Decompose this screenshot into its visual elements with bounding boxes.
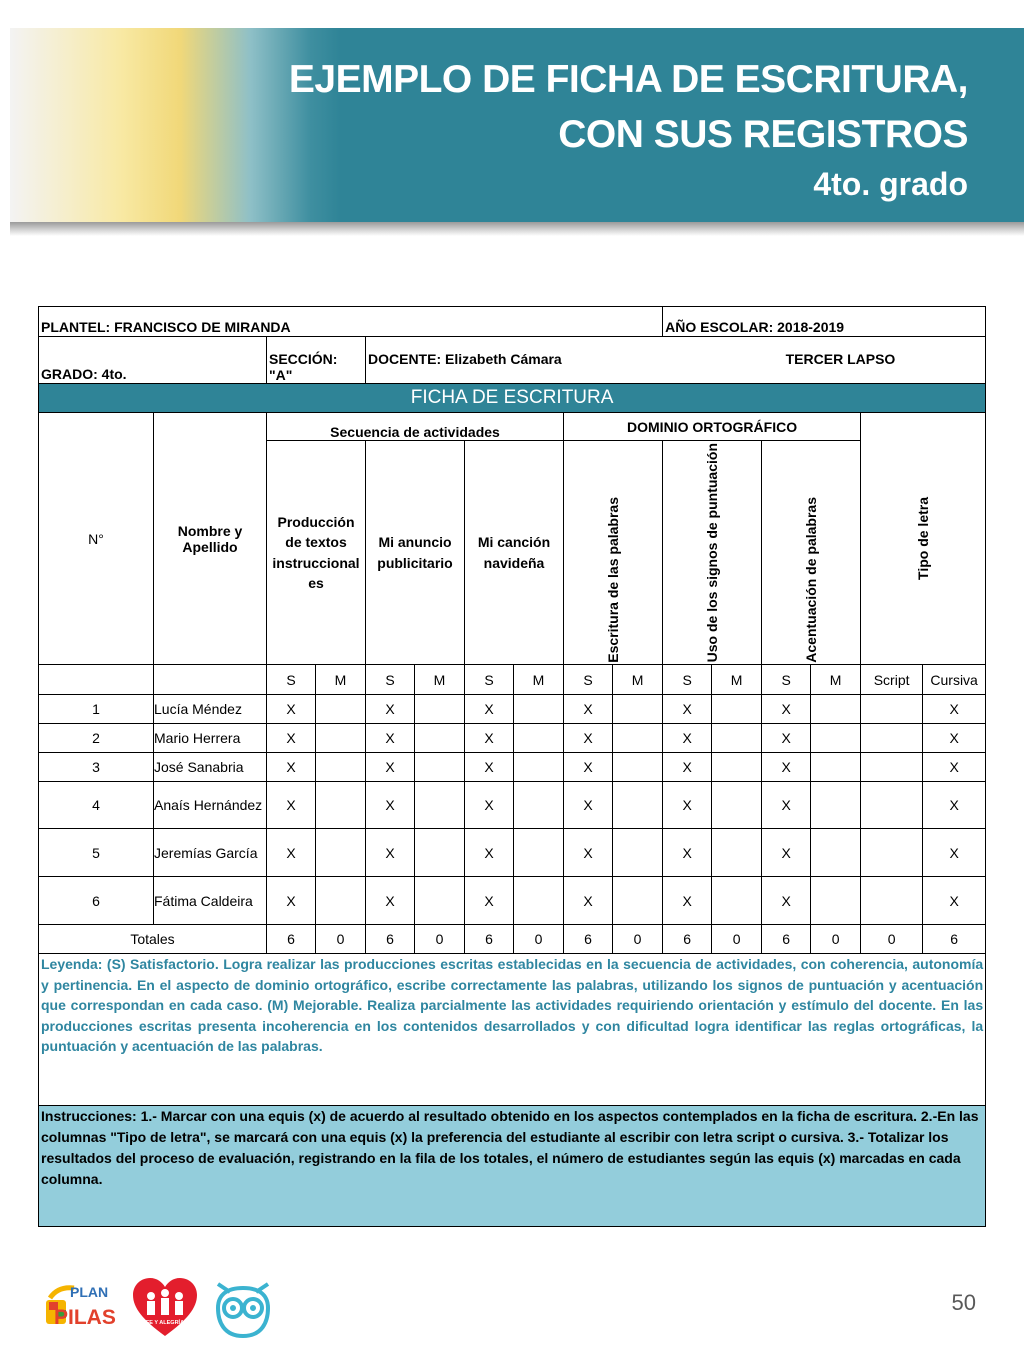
total-cell: 0 [316,925,366,954]
student-rows [39,695,986,925]
mark-cell [811,782,861,829]
mark-cell [316,782,366,829]
table-row [39,695,986,724]
mark-cell: X [663,829,712,877]
table-row [39,877,986,925]
logo-fe-text: FE Y ALEGRÍA [145,1320,185,1326]
mark-cell [316,695,366,724]
sub-label: M [613,665,663,695]
mark-cell [415,782,465,829]
mark-cell: X [366,782,415,829]
mark-cell: X [564,753,613,782]
orthography-header-2 [663,441,762,665]
page-title-line-1: EJEMPLO DE FICHA DE ESCRITURA, [288,58,968,101]
student-number: 2 [39,724,154,753]
mark-cell: X [923,782,986,829]
mark-cell: X [366,877,415,925]
mark-cell: X [465,753,514,782]
mark-cell: X [366,695,415,724]
mark-cell: X [762,753,811,782]
student-name: Anaís Hernández [154,782,267,829]
student-name: Jeremías García [154,829,267,877]
fe-y-alegria-logo [133,1278,197,1338]
mark-cell [316,753,366,782]
sub-label: Script [861,665,923,695]
teacher-cell: DOCENTE: Elizabeth Cámara [366,337,762,384]
mark-cell [514,829,564,877]
mark-cell: X [465,877,514,925]
mark-cell [861,829,923,877]
mark-cell [415,695,465,724]
section-cell: SECCIÓN: "A" [267,337,366,384]
mark-cell: X [267,724,316,753]
mark-cell: X [465,782,514,829]
mark-cell [861,753,923,782]
activity-header-2: Mi anuncio publicitario [366,441,465,665]
table-body [39,307,986,695]
mark-cell [712,829,762,877]
sub-label: S [465,665,514,695]
sub-label: S [762,665,811,695]
mark-cell: X [923,877,986,925]
mark-cell [415,753,465,782]
mark-cell: X [267,753,316,782]
mark-cell: X [564,724,613,753]
sub-label: S [366,665,415,695]
total-cell: 6 [366,925,415,954]
writing-record-table [38,306,986,1227]
total-cell: 0 [811,925,861,954]
mark-cell [811,724,861,753]
orthography-label-3: Acentuación de palabras [802,496,819,663]
orthography-header-3 [762,441,861,665]
mark-cell: X [366,724,415,753]
activity-header-3: Mi canción navideña [465,441,564,665]
mark-cell: X [663,695,712,724]
table-row [39,724,986,753]
student-name: Fátima Caldeira [154,877,267,925]
mark-cell: X [465,724,514,753]
mark-cell [613,829,663,877]
student-number: 4 [39,782,154,829]
student-number: 5 [39,829,154,877]
mark-cell: X [267,877,316,925]
mark-cell [712,695,762,724]
mark-cell: X [366,829,415,877]
student-name: Mario Herrera [154,724,267,753]
mark-cell [861,724,923,753]
term-cell: TERCER LAPSO [762,337,986,384]
mark-cell [811,695,861,724]
table-row [39,829,986,877]
mark-cell [613,695,663,724]
mark-cell [811,877,861,925]
mark-cell: X [923,695,986,724]
mark-cell [415,724,465,753]
mark-cell [811,753,861,782]
instructions-text: Instrucciones: 1.- Marcar con una equis (x) de acuerdo al resultado obtenido en los aspectos contemplados en la ficha de escritura. 2.-En las columnas "Tipo de letra", se marcará con una equis (x) la preferencia del estudiante al escribir con letra script o cursiva. 3.- Totalizar los resultados del proceso de evaluación, registrando en la fila de los totales, el número de estudiantes según las equis (x) marcadas en cada columna. [39,1106,986,1227]
owl-logo [214,1278,272,1338]
mark-cell [613,724,663,753]
mark-cell [613,782,663,829]
mark-cell [712,724,762,753]
mark-cell: X [267,829,316,877]
orthography-header-1 [564,441,663,665]
mark-cell: X [762,829,811,877]
totals-row [39,925,986,954]
mark-cell: X [923,753,986,782]
student-number: 6 [39,877,154,925]
letter-type-label: Tipo de letra [914,497,931,581]
mark-cell: X [762,782,811,829]
empty-cell [39,665,154,695]
sub-header-row [39,665,986,695]
mark-cell: X [564,695,613,724]
school-year-cell: AÑO ESCOLAR: 2018-2019 [663,307,986,337]
mark-cell: X [663,782,712,829]
mark-cell [861,877,923,925]
mark-cell [613,877,663,925]
col-header-orthography: DOMINIO ORTOGRÁFICO [564,413,861,441]
total-cell: 0 [514,925,564,954]
mark-cell: X [267,695,316,724]
plan-pilas-logo [44,1282,118,1332]
table-row [39,782,986,829]
mark-cell: X [762,695,811,724]
mark-cell [613,753,663,782]
mark-cell: X [564,877,613,925]
totals-label: Totales [39,925,267,954]
plantel-cell: PLANTEL: FRANCISCO DE MIRANDA [39,307,663,337]
student-number: 3 [39,753,154,782]
page-title-line-2: CON SUS REGISTROS [558,113,968,156]
mark-cell: X [762,877,811,925]
mark-cell [861,695,923,724]
mark-cell: X [923,829,986,877]
mark-cell: X [366,753,415,782]
mark-cell: X [564,829,613,877]
mark-cell [514,782,564,829]
page-subtitle-grade: 4to. grado [813,166,968,202]
mark-cell [861,782,923,829]
total-cell: 0 [712,925,762,954]
table-footer [39,925,986,1227]
sub-label: S [267,665,316,695]
sub-label: M [514,665,564,695]
col-header-letter-type [861,413,986,665]
mark-cell: X [663,877,712,925]
total-cell: 0 [415,925,465,954]
logo-pilas-text: PILAS [54,1306,116,1329]
mark-cell [415,877,465,925]
student-number: 1 [39,695,154,724]
logo-plan-text: PLAN [70,1284,109,1300]
total-cell: 6 [267,925,316,954]
sub-label: M [712,665,762,695]
mark-cell [514,695,564,724]
mark-cell [316,877,366,925]
grade-cell: GRADO: 4to. [39,337,267,384]
total-cell: 6 [465,925,514,954]
mark-cell [514,877,564,925]
total-cell: 6 [663,925,712,954]
col-header-name: Nombre y Apellido [154,413,267,665]
mark-cell [811,829,861,877]
mark-cell [712,782,762,829]
mark-cell: X [663,753,712,782]
sub-label: M [415,665,465,695]
page-number: 50 [951,1290,976,1315]
mark-cell: X [267,782,316,829]
student-name: Lucía Méndez [154,695,267,724]
total-cell: 6 [762,925,811,954]
legend-text: Leyenda: (S) Satisfactorio. Logra realizar las producciones escritas establecidas en la secuencia de actividades, con coherencia, autonomía y pertinencia. En el aspecto de dominio ortográfico, escribe correctamente las palabras, utilizando los signos de puntuación y acentuación que correspondan en cada caso. (M) Mejorable. Realiza parcialmente las actividades requiriendo orientación y estímulo del docente. En las producciones escritas presenta incoherencia en los contenidos desarrollados y con dificultad logra identificar las reglas ortográficas, la puntuación y acentuación de las palabras. [39,954,986,1106]
student-name: José Sanabria [154,753,267,782]
empty-cell [154,665,267,695]
mark-cell: X [762,724,811,753]
total-cell: 6 [923,925,986,954]
total-cell: 0 [861,925,923,954]
total-cell: 0 [613,925,663,954]
mark-cell: X [465,695,514,724]
orthography-label-2: Uso de los signos de puntuación [703,443,720,663]
mark-cell [316,829,366,877]
sheet-title-band: FICHA DE ESCRITURA [39,384,986,413]
orthography-label-1: Escritura de las palabras [604,496,621,663]
mark-cell [712,753,762,782]
activity-header-1: Producción de textos instruccional es [267,441,366,665]
mark-cell [316,724,366,753]
col-header-number: N° [39,413,154,665]
table-row [39,753,986,782]
banner-shadow [10,222,1024,236]
mark-cell [712,877,762,925]
mark-cell [514,753,564,782]
mark-cell: X [465,829,514,877]
col-header-sequence: Secuencia de actividades [267,413,564,441]
sub-label: S [663,665,712,695]
sub-label: M [316,665,366,695]
mark-cell [514,724,564,753]
total-cell: 6 [564,925,613,954]
mark-cell: X [923,724,986,753]
mark-cell [415,829,465,877]
sub-label: M [811,665,861,695]
sub-label: Cursiva [923,665,986,695]
mark-cell: X [663,724,712,753]
sub-label: S [564,665,613,695]
mark-cell: X [564,782,613,829]
